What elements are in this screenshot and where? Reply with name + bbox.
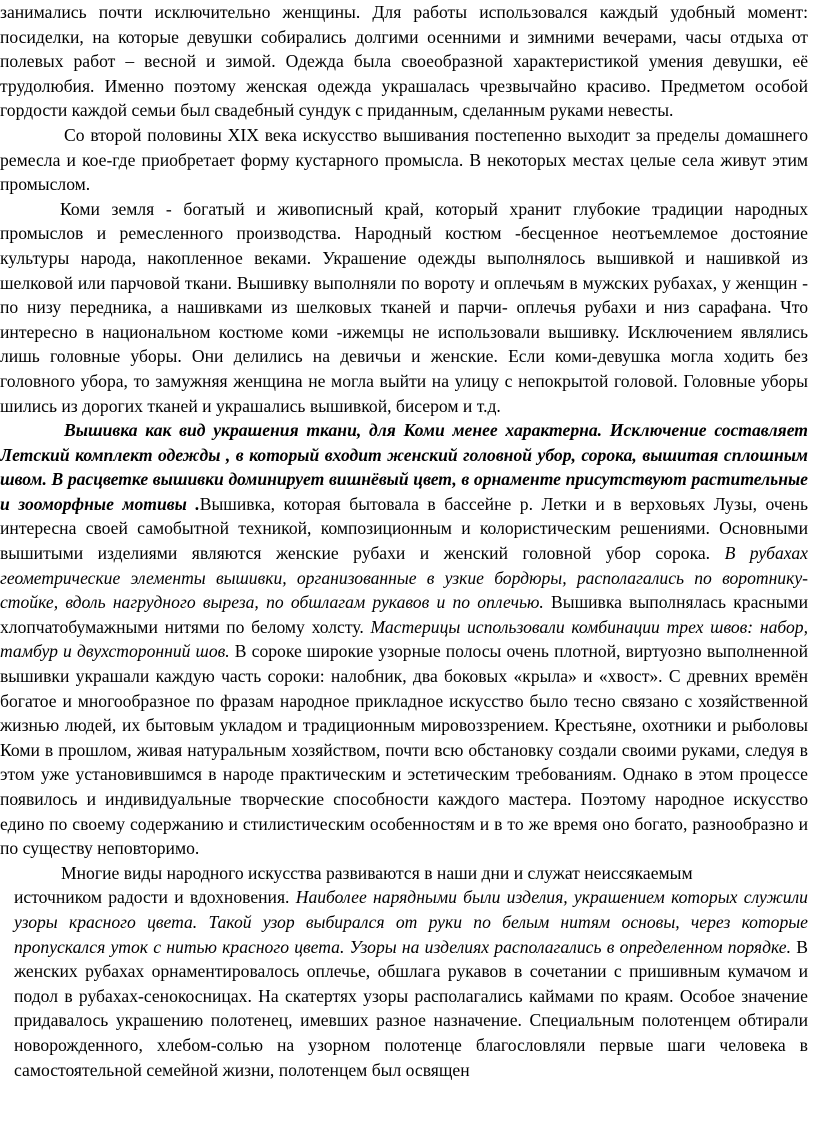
bold-italic-text: Вышивка как вид украшения ткани, для Коми менее характерна. Исключение составляет Летский комплект одежды , в который входит женский головной убор, сорока, вышитая сплошным швом. В расцветке вышивки доминирует вишнёвый цвет, в орнаменте присутствуют растительные и зооморфные мотивы . bbox=[0, 420, 808, 514]
paragraph-letsky-complex bbox=[0, 418, 808, 861]
paragraph-body bbox=[0, 885, 808, 1082]
paragraph-women-embroidery: занимались почти исключительно женщины. Для работы использовался каждый удобный момент: посиделки, на которые девушки собирались долгими осенними и зимними вечерами, часы отдыха от полевых работ – весной и зимой. Одежда была своеобразной характеристикой умения девушки, её трудолюбия. Именно поэтому женская одежда украшалась чрезвычайно красиво. Предметом особой гордости каждой семьи был свадебный сундук с приданным, сделанным руками невесты. bbox=[0, 2, 808, 121]
paragraph-text: Вышивка выполнялась красными хлопчатобумажными нитями по белому холсту. bbox=[0, 592, 808, 637]
paragraph-text: В женских рубахах орнаментировалось оплечье, обшлага рукавов в сочетании с пришивным кумачом и подол в рубахах-сенокосницах. На скатертях узоры располагались каймами по краям. Особое значение придавалось украшению полотенец, имевших разное назначение. Специальным полотенцем обтирали новорожденного, хлебом-солью на узорном полотенце благословляли первые шаги человека в самостоятельной семейной жизни, полотенцем был освящен bbox=[14, 936, 808, 1080]
italic-text: Мастерицы использовали комбинации трех швов: набор, тамбур и двухсторонний шов. bbox=[0, 616, 808, 662]
paragraph-text: В сороке широкие узорные полосы очень плотной, виртуозно выполненной вышивки украшали каждую часть сороки: налобник, два боковых «крыла» и «хвост». С древних времён богатое и многообразное по фразам народное прикладное искусство было тесно связано с хозяйственной жизнью людей, их бытовым укладом и традиционным мировоззрением. Крестьяне, охотники и рыболовы Коми в прошлом, живая натуральным хозяйством, почти всю обстановку создали своими руками, следуя в этом уже установившимся в народе практическим и эстетическим требованиям. Однако в этом процессе появилось и индивидуальные творческие способности каждого мастера. Поэтому народное искусство едино по своему содержанию и стилистическим особенностям и в то же время оно богато, разнообразно и по существу неповторимо. bbox=[0, 641, 809, 859]
paragraph-xix-century: Со второй половины XIX века искусство вышивания постепенно выходит за пределы домашнего ремесла и кое-где приобретает форму кустарного промысла. В некоторых местах целые села живут этим промыслом. bbox=[0, 124, 808, 195]
paragraph-text: источником радости и вдохновения. bbox=[14, 887, 296, 908]
italic-text: Наиболее нарядными были изделия, украшением которых служили узоры красного цвета. Такой узор выбирался от руки по белым нитям основы, через которые пропускался уток с нитью красного цвета. Узоры на изделиях располагались в определенном порядке. bbox=[14, 887, 808, 957]
paragraph-text: Вышивка, которая бытовала в бассейне р. Летки и в верховьях Лузы, очень интересна своей самобытной техникой, композиционным и колористическим решениями. Основными вышитыми изделиями являются женские рубахи и женский головной убор сорока. bbox=[0, 493, 808, 564]
paragraph-komi-land: Коми земля - богатый и живописный край, который хранит глубокие традиции народных промыслов и ремесленного производства. Народный костюм -бесценное неотъемлемое достояние культуры народа, накопленное веками. Украшение одежды выполнялось вышивкой и нашивкой из шелковой или парчовой ткани. Вышивку выполняли по вороту и оплечьям в мужских рубахах, у женщин - по низу передника, а нашивками из шелковых тканей и парчи- оплечья рубахи и низ сарафана. Что интересно в национальном костюме коми -ижемцы не использовали вышивку. Исключением являлись лишь головные уборы. Они делились на девичьи и женские. Если коми-девушка могла ходить без головного убора, то замужняя женщина не могла выйти на улицу с непокрытой головой. Головные уборы шились из дорогих тканей и украшались вышивкой, бисером и т.д. bbox=[0, 198, 808, 416]
italic-text: В рубахах геометрические элементы вышивки, организованные в узкие бордюры, располагались по воротнику-стойке, вдоль нагрудного выреза, по обшлагам рукавов и по оплечью. bbox=[0, 543, 808, 613]
paragraph-first-line: Многие виды народного искусства развиваются в наши дни и служат неиссякаемым bbox=[61, 862, 693, 883]
paragraph-folk-art-today bbox=[0, 861, 808, 1082]
